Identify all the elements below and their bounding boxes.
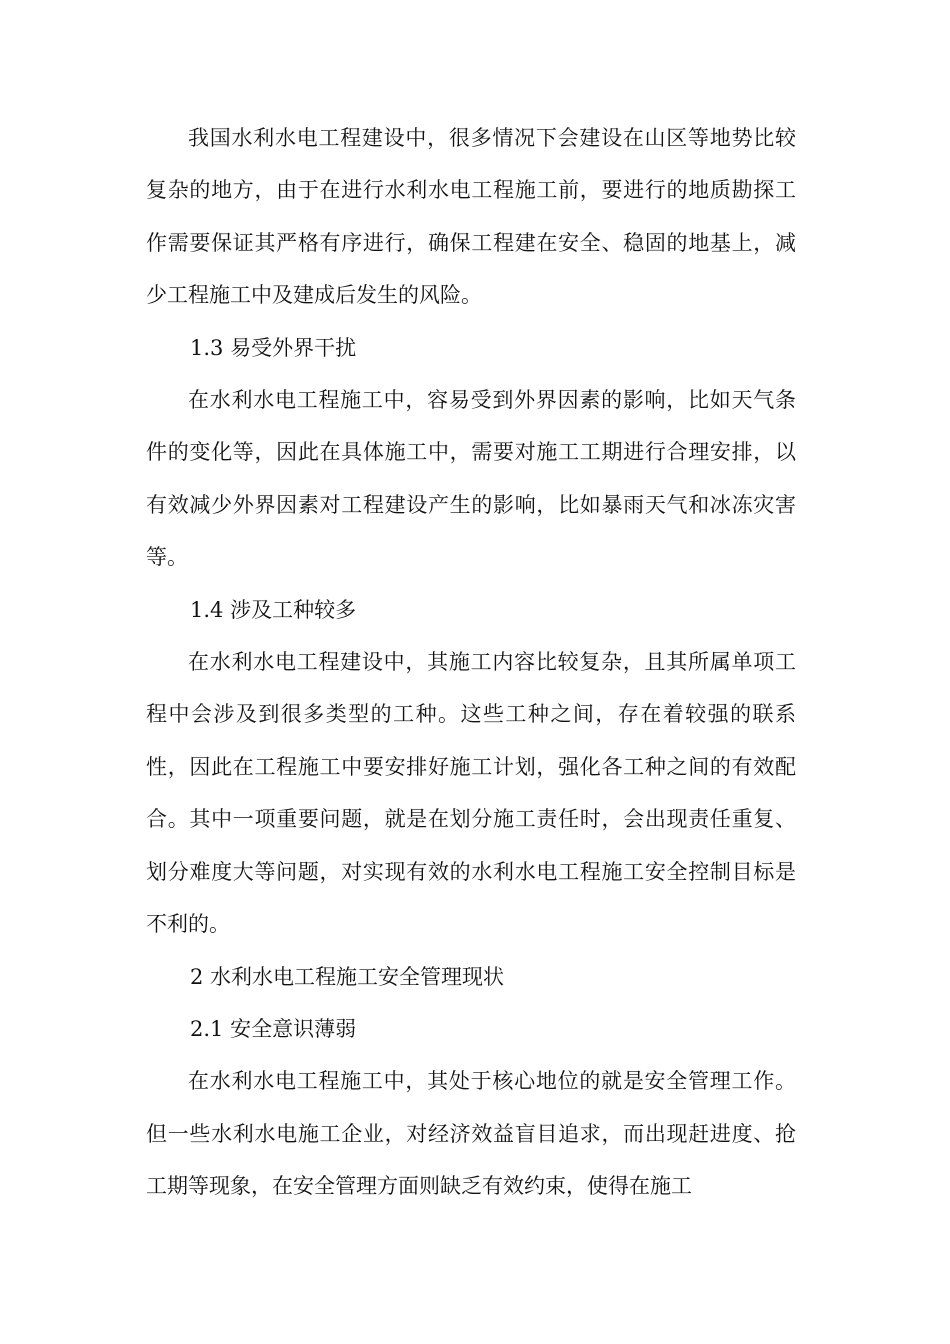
paragraph-many-trades: 在水利水电工程建设中，其施工内容比较复杂，且其所属单项工程中会涉及到很多类型的工种。这些工种之间，存在着较强的联系性，因此在工程施工中要安排好施工计划，强化各工种之间的有效配合。其中一项重要问题，就是在划分施工责任时，会出现责任重复、划分难度大等问题，对实现有效的水利水电工程施工安全控制目标是不利的。	[146, 650, 796, 937]
paragraph-geological-survey: 我国水利水电工程建设中，很多情况下会建设在山区等地势比较复杂的地方，由于在进行水利水电工程施工前，要进行的地质勘探工作需要保证其严格有序进行，确保工程建在安全、稳固的地基上，减少工程施工中及建成后发生的风险。	[146, 126, 796, 308]
paragraph-external-interference: 在水利水电工程施工中，容易受到外界因素的影响，比如天气条件的变化等，因此在具体施工中，需要对施工工期进行合理安排，以有效减少外界因素对工程建设产生的影响，比如暴雨天气和冰冻灾害等。	[146, 388, 796, 570]
section-heading-2: 2 水利水电工程施工安全管理现状	[190, 964, 505, 989]
section-heading-1-3: 1.3 易受外界干扰	[190, 335, 357, 360]
paragraph-safety-awareness: 在水利水电工程施工中，其处于核心地位的就是安全管理工作。但一些水利水电施工企业，对经济效益盲目追求，而出现赶进度、抢工期等现象，在安全管理方面则缺乏有效约束，使得在施工	[146, 1069, 796, 1199]
document-body	[146, 112, 796, 1213]
section-heading-1-4: 1.4 涉及工种较多	[190, 597, 357, 622]
section-heading-2-1: 2.1 安全意识薄弱	[190, 1016, 357, 1041]
